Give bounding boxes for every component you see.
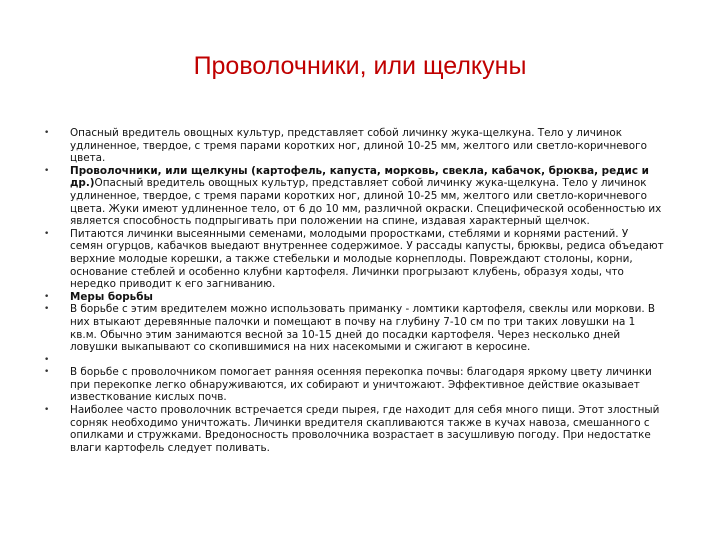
bullet-item-wireworms [44, 165, 664, 228]
bullet-item-digging [44, 366, 664, 404]
bullet-item-weeds [44, 404, 664, 454]
bullet-item-empty [44, 354, 664, 367]
bullet-text: Опасный вредитель овощных культур, представляет собой личинку жука-щелкуна. Тело у личинок удлиненное, твердое, с тремя парами коротких ног, длиной 10-25 мм, желтого или светло-коричневого цвета. [70, 127, 647, 165]
slide-title: Проволочники, или щелкуны [193, 52, 527, 80]
bullet-list [44, 127, 664, 454]
bullet-bold-heading: Проволочники, или щелкуны (картофель, капуста, морковь, свекла, кабачок, брюква, редис и др.) [70, 164, 649, 190]
bullet-item-feeding [44, 228, 664, 291]
bullet-text: Опасный вредитель овощных культур, представляет собой личинку жука-щелкуна. Тело у личинок удлиненное, твердое, с тремя парами коротких ног, длиной 10-25 мм, желтого или светло-коричневого цвета. Жуки имеют удлиненное тело, от 6 до 10 мм, различной окраски. Специфической особенностью их является способность подпрыгивать при положении на спине, издавая характерный щелчок. [70, 177, 662, 228]
bullet-text: Наиболее часто проволочник встречается среди пырея, где находит для себя много пищи. Этот злостный сорняк необходимо уничтожать. Личинки вредителя скапливаются также в кучах навоза, смешанного с опилками и стружками. Вредоносность проволочника возрастает в засушливую погоду. При недостатке влаги картофель следует поливать. [70, 404, 660, 454]
bullet-item-bait [44, 303, 664, 353]
section-heading: Меры борьбы [70, 290, 153, 303]
bullet-item-description [44, 127, 664, 165]
bullet-text: Питаются личинки высеянными семенами, молодыми проростками, стеблями и корнями растений. У семян огурцов, кабачков выедают внутреннее содержимое. У рассады капусты, брюквы, редиса объедают верхние молодые корешки, а также стебельки и молодые корнеплоды. Повреждают столоны, корни, основание стеблей и особенно клубни картофеля. Личинки прогрызают клубень, образуя ходы, что нередко приводит к его загниванию. [70, 227, 664, 291]
bullet-item-control-heading [44, 291, 664, 304]
bullet-text: В борьбе с проволочником помогает ранняя осенняя перекопка почвы: благодаря яркому цвету личинки при перекопке легко обнаруживаются, их собирают и уничтожают. Эффективное действие оказывает известкование кислых почв. [70, 366, 652, 404]
bullet-text: В борьбе с этим вредителем можно использовать приманку - ломтики картофеля, свеклы или моркови. В них втыкают деревянные палочки и помещают в почву на глубину 7-10 см по три таких ловушки на 1 кв.м. Обычно этим занимаются весной за 10-15 дней до посадки картофеля. Через несколько дней ловушки выкапывают со скопившимися на них насекомыми и сжигают в керосине. [70, 303, 656, 354]
